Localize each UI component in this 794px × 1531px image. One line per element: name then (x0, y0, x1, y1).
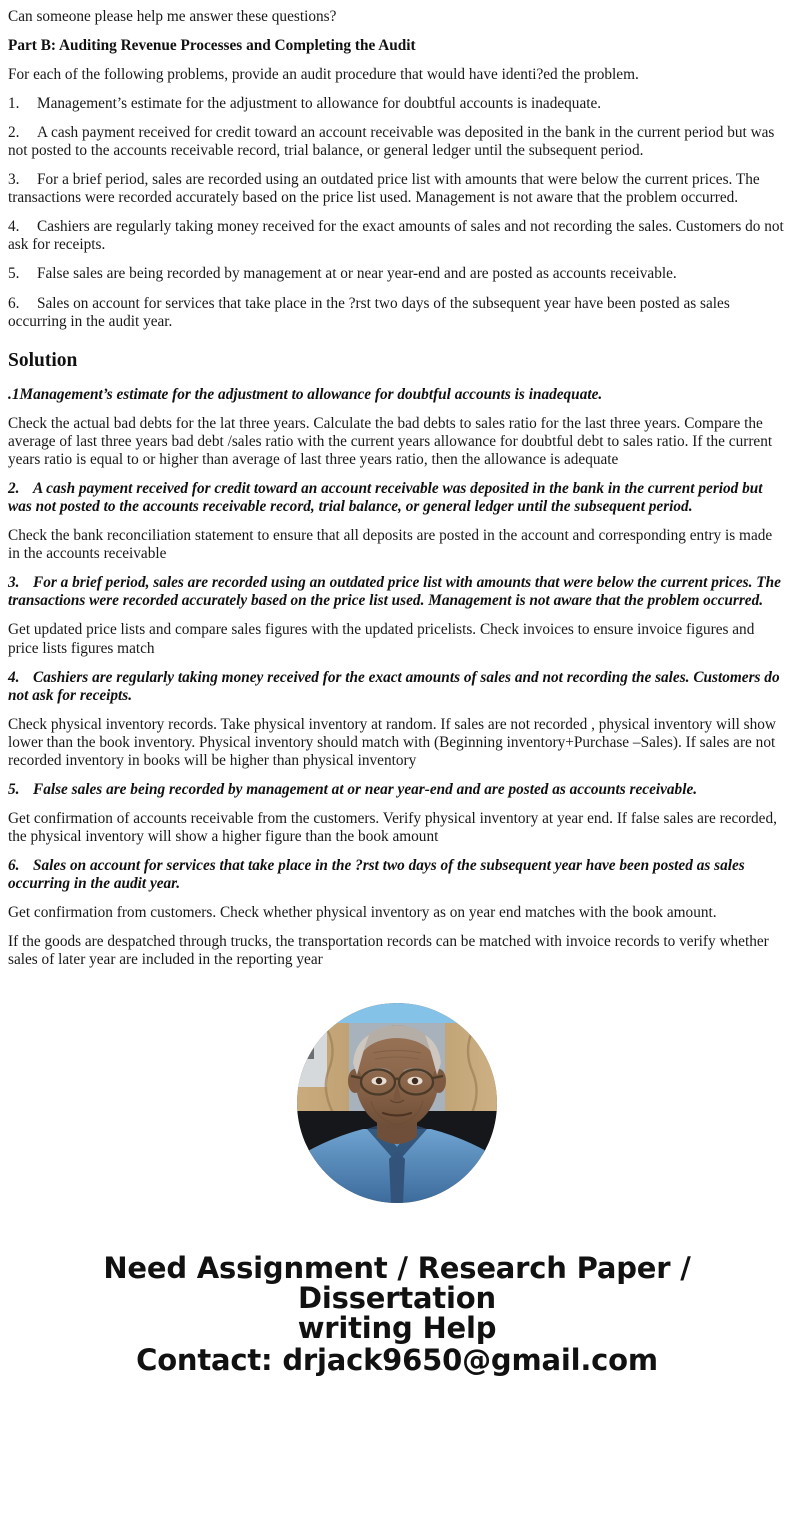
solution-answer: Check the bank reconciliation statement to ensure that all deposits are posted in the account and corresponding entry is made in the accounts receivable (8, 527, 773, 563)
solution-heading: Solution (8, 349, 78, 371)
solution-question (8, 574, 786, 610)
footer-contact-block (8, 1253, 786, 1397)
problem-item (8, 95, 786, 113)
avatar-container (8, 1003, 786, 1215)
problem-text: For a brief period, sales are recorded using an outdated price list with amounts that were below the current prices. The transactions were recorded accurately based on the price list used. Management is not aware that the problem occurred. (8, 171, 760, 207)
avatar (297, 1003, 497, 1203)
portrait-photo-icon (297, 1003, 497, 1203)
problem-item (8, 124, 786, 160)
solution-question-text: False sales are being recorded by management at or near year-end and are posted as accounts receivable. (33, 780, 698, 798)
solution-answer: Check the actual bad debts for the lat three years. Calculate the bad debts to sales ratio for the last three years. Compare the average of last three years bad debt /sales ratio with the current years allowance for doubtful debt to sales ratio. If the current years ratio is equal to or higher than average of last three years ratio, then the allowance is adequate (8, 415, 773, 469)
solution-question (8, 386, 786, 404)
problem-number: 6. (8, 294, 20, 312)
solution-answer: Check physical inventory records. Take physical inventory at random. If sales are not recorded , physical inventory will show lower than the book inventory. Physical inventory should match with (Beginning inventory+Purchase –Sales). If sales are not recorded inventory in books will be higher than physical inventory (8, 715, 776, 769)
problem-number: 3. (8, 171, 20, 189)
document-page (0, 8, 794, 1397)
footer-contact-line: Contact: drjack9650@gmail.com (136, 1342, 658, 1377)
problem-text: False sales are being recorded by management at or near year-end and are posted as accounts receivable. (37, 265, 677, 283)
problem-number: 1. (8, 95, 20, 113)
intro-question: Can someone please help me answer these questions? (8, 8, 337, 25)
solution-question-text: Sales on account for services that take place in the ?rst two days of the subsequent year have been posted as sales occurring in the audit year. (8, 856, 745, 892)
problem-text: Cashiers are regularly taking money received for the exact amounts of sales and not recording the sales. Customers do not ask for receipts. (8, 218, 784, 254)
solution-question-text: For a brief period, sales are recorded using an outdated price list with amounts that were below the current prices. The transactions were recorded accurately based on the price list used. Management is not aware that the problem occurred. (8, 574, 781, 610)
problem-number: 4. (8, 218, 20, 236)
footer-heading-line2: writing Help (297, 1311, 497, 1346)
solution-question (8, 480, 786, 516)
solution-question-text: .1Management’s estimate for the adjustment to allowance for doubtful accounts is inadequate. (8, 386, 603, 403)
solution-number: 4. (8, 668, 20, 686)
footer-heading-line1: Need Assignment / Research Paper / Dissertation (103, 1251, 691, 1316)
solution-question (8, 781, 786, 799)
solution-question (8, 669, 786, 705)
solution-number: 6. (8, 856, 20, 874)
solution-answer: Get confirmation from customers. Check whether physical inventory as on year end matches with the book amount. (8, 904, 717, 922)
problem-text: Sales on account for services that take place in the ?rst two days of the subsequent year have been posted as sales occurring in the audit year. (8, 294, 730, 330)
problem-text: Management’s estimate for the adjustment to allowance for doubtful accounts is inadequate. (37, 95, 602, 113)
solution-answer: Get confirmation of accounts receivable from the customers. Verify physical inventory at year end. If false sales are recorded, the physical inventory will show a higher figure than the book amount (8, 809, 777, 845)
solution-number: 3. (8, 574, 20, 592)
solution-answer: Get updated price lists and compare sales figures with the updated pricelists. Check invoices to ensure invoice figures and price lists figures match (8, 621, 755, 657)
instruction-text: For each of the following problems, provide an audit procedure that would have identi?ed the problem. (8, 66, 639, 84)
solution-question-text: Cashiers are regularly taking money received for the exact amounts of sales and not recording the sales. Customers do not ask for receipts. (8, 668, 780, 704)
problem-item (8, 171, 786, 207)
solution-number: 2. (8, 480, 20, 498)
solution-question-text: A cash payment received for credit toward an account receivable was deposited in the bank in the current period but was not posted to the accounts receivable record, trial balance, or general ledger until the subsequent period. (8, 480, 763, 516)
problem-item (8, 265, 786, 283)
problem-number: 5. (8, 265, 20, 283)
problem-number: 2. (8, 124, 20, 142)
part-b-heading: Part B: Auditing Revenue Processes and Completing the Audit (8, 37, 416, 55)
solution-answer: If the goods are despatched through trucks, the transportation records can be matched with invoice records to verify whether sales of later year are included in the reporting year (8, 933, 769, 969)
problem-text: A cash payment received for credit toward an account receivable was deposited in the bank in the current period but was not posted to the accounts receivable record, trial balance, or general ledger until the subsequent period. (8, 124, 775, 160)
solution-question (8, 857, 786, 893)
solution-number: 5. (8, 780, 20, 798)
problem-item (8, 218, 786, 254)
problem-item (8, 295, 786, 331)
